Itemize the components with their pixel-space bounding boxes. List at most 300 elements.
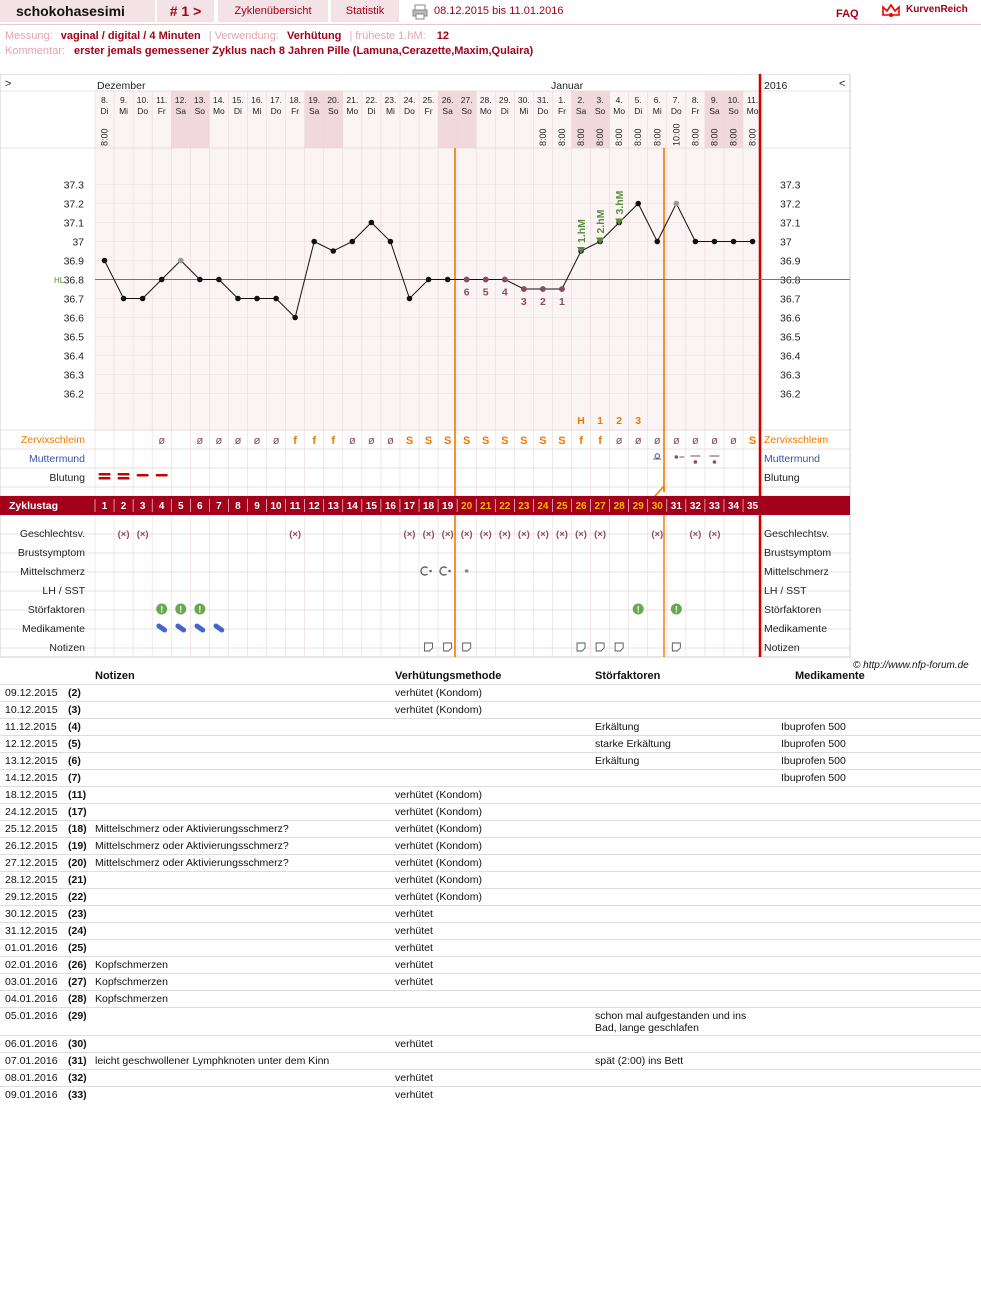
low-count-label: 2: [539, 296, 546, 308]
temperature-point: [330, 248, 336, 254]
cycle-day-number: 8: [235, 501, 241, 512]
cycle-day-number: 1: [101, 501, 108, 512]
cycle-day-number: 16: [384, 501, 396, 512]
cycle-day-number: 4: [158, 501, 165, 512]
faq-link[interactable]: FAQ: [836, 8, 859, 20]
intercourse-mark: (×): [460, 529, 473, 540]
day-label: 17.: [270, 95, 282, 105]
cycle-day-number: 14: [346, 501, 358, 512]
cycle-day-number: 33: [708, 501, 721, 512]
temperature-point: [731, 239, 737, 245]
intercourse-mark: (×): [441, 529, 454, 540]
cervix-label-right: Zervixschleim: [764, 434, 829, 446]
peak-day-mark: 2: [616, 415, 623, 427]
muttermund-dot: [694, 460, 698, 464]
low-count-label: 6: [463, 286, 470, 299]
row-method: verhütet: [395, 976, 433, 988]
weekday-label: Mo: [212, 106, 225, 116]
cervix-symbol: ø: [653, 435, 661, 447]
temperature-point: [350, 239, 356, 245]
day-label: 30.: [517, 95, 530, 105]
intercourse-mark: (×): [708, 529, 721, 540]
table-row: [0, 905, 981, 923]
row-date: 04.01.2016: [5, 993, 58, 1005]
table-row: [0, 701, 981, 719]
row-label-1-left: Brustsymptom: [17, 547, 85, 559]
temperature-point: [197, 277, 203, 283]
day-label: 16.: [251, 95, 263, 105]
temperature-point: [311, 239, 317, 245]
day-label: 25.: [422, 95, 435, 105]
intercourse-mark: (×): [536, 529, 549, 540]
day-label: 27.: [460, 95, 473, 105]
bleeding-mark: [99, 473, 111, 476]
intercourse-mark: (×): [517, 529, 530, 540]
row-method: verhütet (Kondom): [395, 704, 482, 716]
weekday-label: Mo: [746, 106, 759, 116]
measure-time: 8:00: [576, 128, 587, 146]
y-tick-left: 36.4: [63, 350, 84, 363]
cycle-day-number: 11: [289, 501, 301, 512]
muttermund-dot: [675, 455, 679, 459]
low-count-label: 5: [482, 286, 489, 299]
row-date: 25.12.2015: [5, 823, 58, 835]
weekday-label: So: [594, 106, 606, 116]
row-method: verhütet (Kondom): [395, 891, 482, 903]
note-icon: [577, 643, 585, 651]
cervix-symbol: f: [579, 435, 583, 447]
row-method: verhütet: [395, 1072, 433, 1084]
cervix-symbol: S: [558, 435, 566, 447]
y-tick-left: 37.1: [63, 217, 84, 230]
day-label: 8.: [100, 95, 109, 105]
cervix-symbol: f: [331, 435, 336, 447]
intercourse-mark: (×): [403, 529, 416, 540]
weekday-label: Mo: [613, 106, 626, 116]
row-method: verhütet (Kondom): [395, 874, 482, 886]
disturbance-icon-mark: !: [198, 604, 202, 615]
row-disturbance: Erkältung: [595, 721, 640, 733]
row-label-2-right: Mittelschmerz: [764, 566, 829, 578]
cervix-label-left: Zervixschleim: [20, 434, 85, 446]
y-tick-right: 36.2: [780, 388, 801, 401]
row-cycle-day: (24): [68, 925, 87, 937]
row-date: 11.12.2015: [5, 721, 57, 733]
measure-time: 8:00: [99, 128, 110, 146]
cervix-symbol: ø: [272, 435, 280, 447]
day-label: 3.: [596, 95, 604, 105]
row-disturbance: spät (2:00) ins Bett: [595, 1055, 684, 1067]
y-tick-left: 36.3: [63, 369, 84, 382]
cycle-day-number: 9: [254, 501, 260, 512]
cervix-symbol: S: [748, 435, 757, 447]
day-label: 21.: [346, 95, 359, 105]
low-count-label: 1: [559, 296, 565, 308]
year-label: 2016: [764, 80, 788, 92]
weekday-label: So: [194, 106, 206, 116]
cervix-symbol: S: [405, 435, 414, 447]
weekday-label: Di: [634, 106, 643, 116]
row-method: verhütet: [395, 925, 433, 937]
row-cycle-day: (28): [68, 993, 87, 1005]
muttermund-dot: [713, 460, 717, 464]
cervix-symbol: ø: [730, 435, 737, 447]
row-date: 05.01.2016: [5, 1010, 58, 1022]
weekday-label: Mi: [652, 106, 662, 116]
day-label: 23.: [384, 95, 397, 105]
row-cycle-day: (32): [68, 1072, 87, 1084]
y-tick-left: 36.5: [63, 331, 84, 344]
row-medication: Ibuprofen 500: [781, 721, 846, 733]
bleeding-mark: [137, 474, 149, 477]
cycle-day-number: 27: [594, 501, 606, 512]
intercourse-mark: (×): [498, 529, 511, 540]
cycle-day-number: 7: [216, 501, 222, 512]
day-label: 26.: [441, 95, 454, 105]
high-measurement-label: 2.hM: [595, 209, 608, 234]
day-label: 12.: [174, 95, 187, 105]
weekday-label: Di: [500, 106, 509, 116]
table-row: [0, 922, 981, 940]
day-label: 7.: [672, 95, 680, 105]
weekday-label: Do: [670, 106, 682, 116]
row-cycle-day: (6): [68, 755, 81, 767]
measure-time: 8:00: [595, 128, 606, 146]
cycle-day-number: 31: [670, 501, 682, 512]
cervix-symbol: ø: [672, 435, 680, 447]
kommentar-value: erster jemals gemessener Zyklus nach 8 Jahren Pille (Lamuna,Cerazette,Maxim,Qulaira): [73, 45, 534, 57]
row-cycle-day: (25): [68, 942, 87, 954]
cervix-symbol: f: [598, 435, 602, 447]
weekday-label: Mi: [252, 106, 262, 116]
cycle-day-number: 23: [518, 501, 530, 512]
cervix-symbol: S: [462, 435, 471, 447]
bleeding-mark: [156, 474, 168, 477]
row-method: verhütet: [395, 1089, 433, 1101]
month-label-january: Januar: [551, 80, 584, 92]
temperature-point: [407, 296, 413, 302]
measure-time: 8:00: [747, 128, 758, 146]
row-label-3-right: LH / SST: [764, 585, 807, 597]
weekday-label: So: [728, 106, 739, 116]
note-icon: [425, 643, 433, 651]
cycle-day-number: 18: [422, 501, 435, 512]
cycle-day-number: 13: [327, 501, 339, 512]
day-label: 22.: [365, 95, 378, 105]
cycle-day-number: 35: [747, 501, 759, 512]
cycle-day-number: 25: [556, 501, 568, 512]
header-stoerfaktoren: Störfaktoren: [595, 670, 661, 682]
cervix-symbol: ø: [368, 435, 375, 447]
temperature-point: [159, 277, 165, 283]
row-date: 07.01.2016: [5, 1055, 58, 1067]
day-label: 15.: [232, 95, 244, 105]
intercourse-mark: (×): [594, 529, 607, 540]
row-label-5-left: Medikamente: [21, 623, 85, 635]
low-temp-point: [464, 277, 470, 283]
y-tick-right: 37.3: [780, 179, 801, 192]
row-disturbance: Erkältung: [595, 755, 640, 767]
y-tick-right: 36.8: [780, 274, 801, 287]
table-row: [0, 837, 981, 855]
cycle-day-number: 32: [689, 501, 701, 512]
cervix-symbol: S: [520, 435, 528, 447]
row-cycle-day: (5): [68, 738, 81, 750]
cycle-chart: [0, 74, 852, 659]
intercourse-mark: (×): [575, 529, 587, 540]
y-tick-left: 36.2: [63, 388, 84, 401]
table-row: [0, 1069, 981, 1087]
row-cycle-day: (23): [68, 908, 87, 920]
table-row: [0, 803, 981, 821]
y-tick-left: 36.8: [63, 274, 84, 287]
table-row: [0, 684, 981, 702]
cycle-day-number: 17: [403, 501, 416, 512]
messung-label: Messung:: [5, 30, 53, 42]
row-date: 03.01.2016: [5, 976, 58, 988]
cervix-symbol: ø: [215, 435, 223, 447]
row-label-0-right: Geschlechtsv.: [764, 528, 830, 540]
cervix-symbol: ø: [692, 435, 699, 447]
mittelschmerz-dot: [448, 570, 451, 573]
header-notizen: Notizen: [95, 670, 135, 682]
temperature-point: [635, 201, 641, 207]
row-disturbance: starke Erkältung: [595, 738, 671, 750]
header-medikamente: Medikamente: [795, 670, 865, 682]
verwendung-label: Verwendung:: [214, 30, 279, 42]
row-date: 08.01.2016: [5, 1072, 58, 1084]
row-cycle-day: (33): [68, 1089, 87, 1101]
day-label: 29.: [498, 95, 511, 105]
row-cycle-day: (11): [68, 789, 87, 801]
cycle-day-number: 15: [365, 501, 377, 512]
table-row: [0, 1086, 981, 1104]
cervix-symbol: ø: [196, 435, 204, 447]
row-date: 30.12.2015: [5, 908, 58, 920]
row-note: Mittelschmerz oder Aktivierungsschmerz?: [95, 823, 289, 835]
row-method: verhütet (Kondom): [395, 806, 482, 818]
row-label-0-left: Geschlechtsv.: [19, 528, 85, 540]
note-icon: [596, 643, 604, 651]
cycle-day-number: 28: [613, 501, 625, 512]
row-method: verhütet (Kondom): [395, 857, 482, 869]
fruehest-label: früheste 1.hM:: [355, 30, 426, 42]
day-label: 5.: [634, 95, 642, 105]
day-label: 2.: [577, 95, 585, 105]
intercourse-mark: (×): [289, 529, 302, 540]
row-date: 01.01.2016: [5, 942, 58, 954]
y-tick-right: 37.1: [780, 217, 801, 230]
temperature-point: [445, 277, 451, 283]
header-verhuetung: Verhütungsmethode: [395, 670, 502, 682]
temperature-point: [674, 201, 680, 207]
row-cycle-day: (20): [68, 857, 87, 869]
top-bar: [0, 0, 981, 25]
row-label-5-right: Medikamente: [764, 623, 828, 635]
copyright: © http://www.nfp-forum.de: [853, 660, 969, 671]
cycle-day-number: 26: [575, 501, 587, 512]
table-row: [0, 1052, 981, 1070]
row-method: verhütet: [395, 908, 433, 920]
intercourse-mark: (×): [556, 529, 568, 540]
row-cycle-day: (26): [68, 959, 87, 971]
table-row: [0, 735, 981, 753]
disturbance-icon-mark: !: [674, 604, 678, 615]
row-method: verhütet: [395, 959, 433, 971]
row-note: Mittelschmerz oder Aktivierungsschmerz?: [95, 840, 289, 852]
temperature-point: [140, 296, 146, 302]
table-row: [0, 820, 981, 838]
table-row: [0, 939, 981, 957]
measure-time: 8:00: [614, 128, 625, 146]
measure-time: 8:00: [537, 128, 548, 146]
weekday-label: So: [461, 106, 472, 116]
day-label: 10.: [727, 95, 740, 105]
row-date: 18.12.2015: [5, 789, 58, 801]
cervix-symbol: f: [293, 435, 297, 447]
zyklustag-label: Zyklustag: [9, 500, 59, 512]
day-label: 11.: [156, 95, 168, 105]
temperature-point: [426, 277, 432, 283]
y-tick-left: 36.6: [63, 312, 84, 325]
cervix-symbol: ø: [711, 435, 718, 447]
cycle-day-number: 6: [197, 501, 203, 512]
row-disturbance: schon mal aufgestanden und ins Bad, lange geschlafen: [595, 1010, 747, 1034]
measure-time: 8:00: [728, 128, 739, 146]
table-row: [0, 769, 981, 787]
row-date: 09.12.2015: [5, 687, 58, 699]
y-tick-right: 36.5: [780, 331, 801, 344]
weekday-label: Mo: [479, 106, 492, 116]
cycle-day-number: 2: [120, 501, 127, 512]
cycle-day-number: 22: [499, 501, 511, 512]
intercourse-mark: (×): [117, 529, 130, 540]
intercourse-mark: (×): [136, 529, 149, 540]
disturbance-icon-mark: !: [160, 604, 164, 615]
weekday-label: Do: [137, 106, 149, 116]
cycle-day-number: 10: [270, 501, 282, 512]
day-label: 9.: [710, 95, 718, 105]
day-label: 11.: [746, 95, 759, 105]
cervix-symbol: S: [501, 435, 509, 447]
month-label-december: Dezember: [97, 80, 146, 92]
y-tick-right: 36.3: [780, 369, 801, 382]
cycle-day-number: 3: [139, 501, 146, 512]
high-measurement-label: 3.hM: [614, 190, 627, 215]
temperature-point: [654, 239, 660, 245]
statistics-tab[interactable]: Statistik: [331, 0, 399, 22]
row-cycle-day: (3): [68, 704, 81, 716]
y-tick-left: 37.3: [63, 179, 84, 192]
row-date: 10.12.2015: [5, 704, 58, 716]
row-note: leicht geschwollener Lymphknoten unter dem Kinn: [95, 1055, 330, 1067]
table-row: [0, 718, 981, 736]
row-date: 27.12.2015: [5, 857, 58, 869]
disturbance-icon-mark: !: [179, 604, 183, 615]
row-method: verhütet (Kondom): [395, 789, 482, 801]
low-count-label: 3: [520, 296, 527, 308]
row-cycle-day: (4): [68, 721, 81, 733]
temperature-point: [121, 296, 127, 302]
row-cycle-day: (17): [68, 806, 87, 818]
row-date: 13.12.2015: [5, 755, 58, 767]
row-note: Kopfschmerzen: [95, 976, 168, 988]
weekday-label: Sa: [308, 106, 320, 116]
table-row: [0, 854, 981, 872]
row-medication: Ibuprofen 500: [781, 738, 846, 750]
cervix-symbol: ø: [234, 435, 242, 447]
note-icon: [444, 643, 452, 651]
print-icon[interactable]: [412, 4, 428, 20]
y-tick-left: 36.7: [63, 293, 84, 306]
muttermund-label-right: Muttermund: [764, 453, 821, 465]
temperature-point: [216, 277, 222, 283]
row-cycle-day: (31): [68, 1055, 87, 1067]
row-label-2-left: Mittelschmerz: [20, 566, 85, 578]
cervix-symbol: S: [539, 435, 547, 447]
cervix-symbol: ø: [615, 435, 623, 447]
cervix-symbol: ø: [158, 435, 166, 447]
row-cycle-day: (2): [68, 687, 81, 699]
row-date: 12.12.2015: [5, 738, 58, 750]
table-row: [0, 1007, 981, 1036]
cycle-number-tab[interactable]: # 1 >: [157, 0, 214, 22]
row-date: 28.12.2015: [5, 874, 58, 886]
temperature-point: [292, 315, 298, 321]
cervix-symbol: S: [482, 435, 490, 447]
intercourse-mark: (×): [422, 529, 435, 540]
cycle-day-number: 12: [308, 501, 320, 512]
row-cycle-day: (22): [68, 891, 87, 903]
cervix-symbol: ø: [387, 435, 394, 447]
temperature-point: [178, 258, 184, 264]
weekday-label: Di: [367, 106, 376, 116]
row-label-1-right: Brustsymptom: [764, 547, 832, 559]
day-label: 10.: [136, 95, 149, 105]
row-medication: Ibuprofen 500: [781, 755, 846, 767]
measure-time: 10:00: [671, 123, 682, 146]
blutung-label-right: Blutung: [764, 472, 800, 484]
y-tick-right: 36.7: [780, 293, 801, 306]
y-tick-right: 37.2: [780, 198, 801, 211]
day-label: 14.: [212, 95, 225, 105]
intercourse-mark: (×): [651, 529, 664, 540]
y-tick-left: 37.2: [63, 198, 84, 211]
low-temp-point: [483, 277, 489, 283]
measure-time: 8:00: [690, 128, 701, 146]
row-cycle-day: (30): [68, 1038, 87, 1050]
cycle-overview-tab[interactable]: Zyklenübersicht: [218, 0, 328, 22]
day-label: 20.: [327, 95, 340, 105]
measure-time: 8:00: [633, 128, 644, 146]
weekday-label: Fr: [691, 106, 700, 116]
weekday-label: Do: [404, 106, 415, 116]
weekday-label: Fr: [157, 106, 166, 116]
hl-label: HL: [54, 276, 65, 285]
table-row: [0, 888, 981, 906]
bleeding-mark: [118, 473, 130, 476]
row-note: Mittelschmerz oder Aktivierungsschmerz?: [95, 857, 289, 869]
row-method: verhütet (Kondom): [395, 840, 482, 852]
temperature-point: [235, 296, 241, 302]
cervix-symbol: ø: [348, 435, 356, 447]
row-cycle-day: (21): [68, 874, 87, 886]
weekday-label: Do: [537, 106, 549, 116]
cervix-symbol: f: [312, 435, 317, 447]
measure-time: 8:00: [556, 128, 567, 146]
row-date: 02.01.2016: [5, 959, 58, 971]
weekday-label: Sa: [442, 106, 453, 116]
